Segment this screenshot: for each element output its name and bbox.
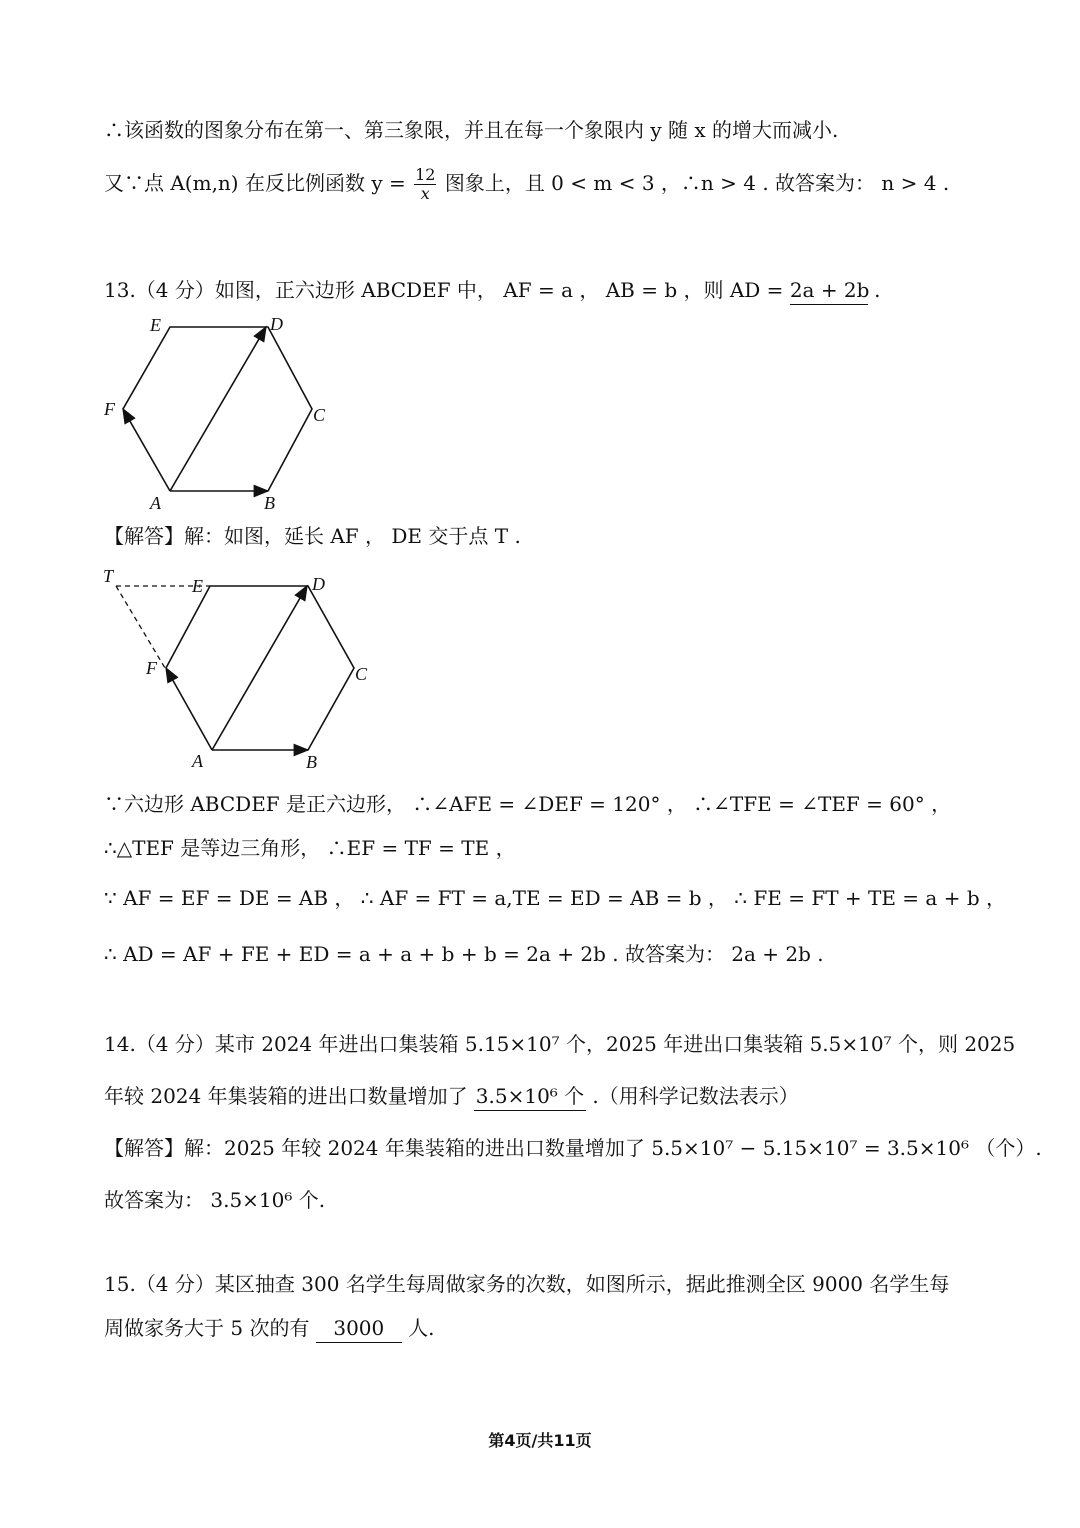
solution-13-step-1: ∵六边形 ABCDEF 是正六边形， ∴∠AFE = ∠DEF = 120° ， ∴∠TFE = ∠TEF = 60° ， — [104, 792, 952, 816]
vector-af — [123, 409, 170, 491]
vector-ad — [170, 327, 266, 491]
label-a: A — [150, 493, 161, 513]
text-line-2-part2: 图象上，且 0 < m < 3 ，∴n > 4 . 故答案为： n > 4 . — [444, 171, 950, 195]
dashed-tf — [116, 586, 165, 668]
question-15-line-1: 15.（4 分）某区抽查 300 名学生每周做家务的次数，如图所示，据此推测全区 9000 名学生每 — [104, 1272, 950, 1296]
label-a-2: A — [192, 751, 203, 771]
hexagon-figure-1 — [98, 308, 338, 518]
hexagon-figure-2 — [98, 564, 378, 774]
fraction-12-over-x — [414, 166, 436, 203]
label-d-2: D — [312, 574, 325, 594]
solution-13-step-2: ∴△TEF 是等边三角形， ∴EF = TF = TE ， — [104, 836, 516, 860]
question-13 — [104, 276, 881, 305]
text-line-1: ∴该函数的图象分布在第一、第三象限，并且在每一个象限内 y 随 x 的增大而减小. — [104, 118, 839, 142]
label-b: B — [264, 493, 275, 513]
page-footer: 第4页/共11页 — [488, 1431, 592, 1450]
question-13-text: 13.（4 分）如图，正六边形 ABCDEF 中， AF = a ， AB = b ，则 AD = — [104, 278, 784, 302]
question-13-answer-blank: 2a + 2b — [790, 276, 868, 305]
label-f: F — [104, 399, 115, 419]
label-f-2: F — [146, 658, 157, 678]
question-14-line-2-post: .（用科学记数法表示） — [592, 1084, 799, 1108]
question-13-end: . — [874, 278, 881, 302]
question-15-line-2-pre: 周做家务大于 5 次的有 — [104, 1316, 310, 1340]
answer-14: 故答案为： 3.5×10⁶ 个. — [104, 1188, 326, 1212]
question-14-line-2-pre: 年较 2024 年集装箱的进出口数量增加了 — [104, 1084, 468, 1108]
text-line-2-part1: 又∵点 A(m,n) 在反比例函数 y = — [104, 171, 406, 195]
text-line-2 — [104, 166, 949, 203]
label-c-2: C — [355, 664, 368, 684]
question-15-line-2-post: 人. — [408, 1316, 435, 1340]
question-14-answer-blank: 3.5×10⁶ 个 — [474, 1082, 586, 1111]
solution-13-step-4: ∴ AD = AF + FE + ED = a + a + b + b = 2a + 2b . 故答案为： 2a + 2b . — [104, 942, 824, 966]
question-14-line-2 — [104, 1082, 799, 1111]
label-b-2: B — [306, 752, 317, 772]
vector-af-2 — [166, 668, 212, 750]
solution-13-step-3: ∵ AF = EF = DE = AB ， ∴ AF = FT = a,TE = ED = AB = b ， ∴ FE = FT + TE = a + b ， — [104, 886, 1006, 910]
label-d: D — [270, 314, 283, 334]
solution-14: 【解答】解：2025 年较 2024 年集装箱的进出口数量增加了 5.5×10⁷ − 5.15×10⁷ = 3.5×10⁶ （个）. — [104, 1136, 1042, 1160]
question-15-line-2 — [104, 1314, 435, 1343]
fraction-numerator: 12 — [415, 165, 436, 184]
label-t: T — [103, 566, 114, 586]
solution-13-intro: 【解答】解：如图，延长 AF ， DE 交于点 T . — [104, 524, 521, 548]
question-14-line-1: 14.（4 分）某市 2024 年进出口集装箱 5.15×10⁷ 个，2025 年进出口集装箱 5.5×10⁷ 个，则 2025 — [104, 1032, 1016, 1056]
fraction-denominator: x — [420, 184, 430, 203]
label-e-2: E — [192, 576, 203, 596]
vector-ad-2 — [212, 586, 307, 750]
question-15-answer-blank: 3000 — [316, 1314, 402, 1343]
label-c: C — [313, 405, 326, 425]
label-e: E — [150, 315, 161, 335]
